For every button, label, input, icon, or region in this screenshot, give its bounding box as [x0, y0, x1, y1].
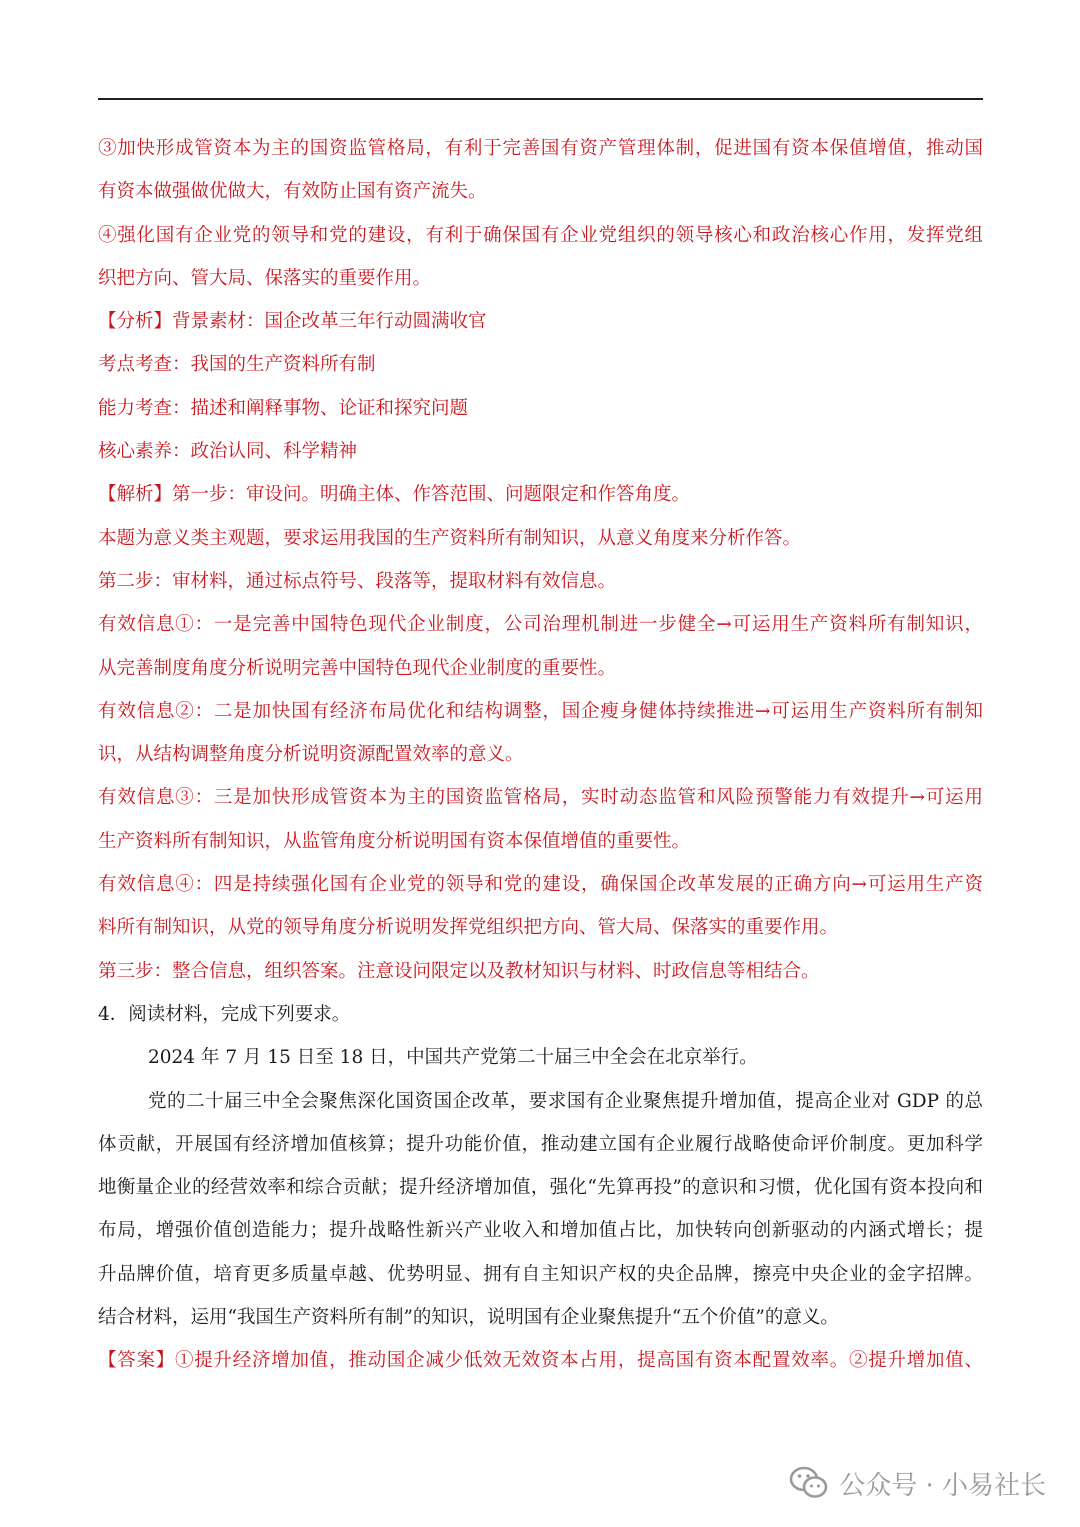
text-line: 升品牌价值，培育更多质量卓越、优势明显、拥有自主知识产权的央企品牌，擦亮中央企业的金字招牌。: [98, 1263, 983, 1285]
text-line: 有效信息①：一是完善中国特色现代企业制度，公司治理机制进一步健全→可运用生产资料所有制知识，: [98, 614, 983, 636]
text-line: 2024 年 7 月 15 日至 18 日，中国共产党第二十届三中全会在北京举行。: [148, 1047, 758, 1069]
wechat-icon: [789, 1466, 829, 1500]
text-line: 第三步：整合信息，组织答案。注意设问限定以及教材知识与材料、时政信息等相结合。: [98, 960, 820, 982]
text-line: 【答案】①提升经济增加值，推动国企减少低效无效资本占用，提高国有资本配置效率。②提升增加值、: [98, 1350, 983, 1372]
watermark-text: 公众号 · 小易社长: [839, 1470, 1046, 1501]
text-line: 有效信息③：三是加快形成管资本为主的国资监管格局，实时动态监管和风险预警能力有效提升→可运用: [98, 787, 983, 809]
text-line: 布局，增强价值创造能力；提升战略性新兴产业收入和增加值占比，加快转向创新驱动的内涵式增长；提: [98, 1220, 983, 1242]
text-line: 生产资料所有制知识，从监管角度分析说明国有资本保值增值的重要性。: [98, 830, 691, 852]
text-line: 核心素养：政治认同、科学精神: [98, 441, 358, 463]
header-rule: [98, 98, 983, 100]
text-line: 第二步：审材料，通过标点符号、段落等，提取材料有效信息。: [98, 570, 617, 592]
text-line: 4．阅读材料，完成下列要求。: [98, 1003, 351, 1025]
text-line: 能力考查：描述和阐释事物、论证和探究问题: [98, 397, 469, 419]
text-line: 本题为意义类主观题，要求运用我国的生产资料所有制知识，从意义角度来分析作答。: [98, 527, 802, 549]
text-line: 地衡量企业的经营效率和综合贡献；提升经济增加值，强化“先算再投”的意识和习惯，优化国有资本投向和: [98, 1177, 983, 1199]
watermark: [789, 1461, 1046, 1505]
text-line: ③加快形成管资本为主的国资监管格局，有利于完善国有资产管理体制，促进国有资本保值增值，推动国: [98, 138, 983, 159]
text-line: 结合材料，运用“我国生产资料所有制”的知识，说明国有企业聚焦提升“五个价值”的意义。: [98, 1307, 839, 1329]
text-line: 考点考查：我国的生产资料所有制: [98, 354, 376, 376]
text-line: 体贡献，开展国有经济增加值核算；提升功能价值，推动建立国有企业履行战略使命评价制度。更加科学: [98, 1133, 983, 1155]
text-line: 织把方向、管大局、保落实的重要作用。: [98, 267, 432, 289]
text-line: 识，从结构调整角度分析说明资源配置效率的意义。: [98, 744, 524, 766]
document-body: [98, 127, 983, 1383]
text-line: 从完善制度角度分析说明完善中国特色现代企业制度的重要性。: [98, 657, 617, 679]
text-line: 党的二十届三中全会聚焦深化国资国企改革，要求国有企业聚焦提升增加值，提高企业对 GDP 的总: [148, 1090, 983, 1112]
text-line: 【解析】第一步：审设问。明确主体、作答范围、问题限定和作答角度。: [98, 484, 691, 506]
text-line: 料所有制知识，从党的领导角度分析说明发挥党组织把方向、管大局、保落实的重要作用。: [98, 917, 839, 939]
text-line: 【分析】背景素材：国企改革三年行动圆满收官: [98, 311, 487, 333]
text-line: 有效信息④：四是持续强化国有企业党的领导和党的建设，确保国企改革发展的正确方向→可运用生产资: [98, 874, 983, 896]
text-line: 有效信息②：二是加快国有经济布局优化和结构调整，国企瘦身健体持续推进→可运用生产资料所有制知: [98, 700, 983, 722]
text-line: 有资本做强做优做大，有效防止国有资产流失。: [98, 181, 487, 203]
text-line: ④强化国有企业党的领导和党的建设，有利于确保国有企业党组织的领导核心和政治核心作用，发挥党组: [98, 224, 983, 246]
